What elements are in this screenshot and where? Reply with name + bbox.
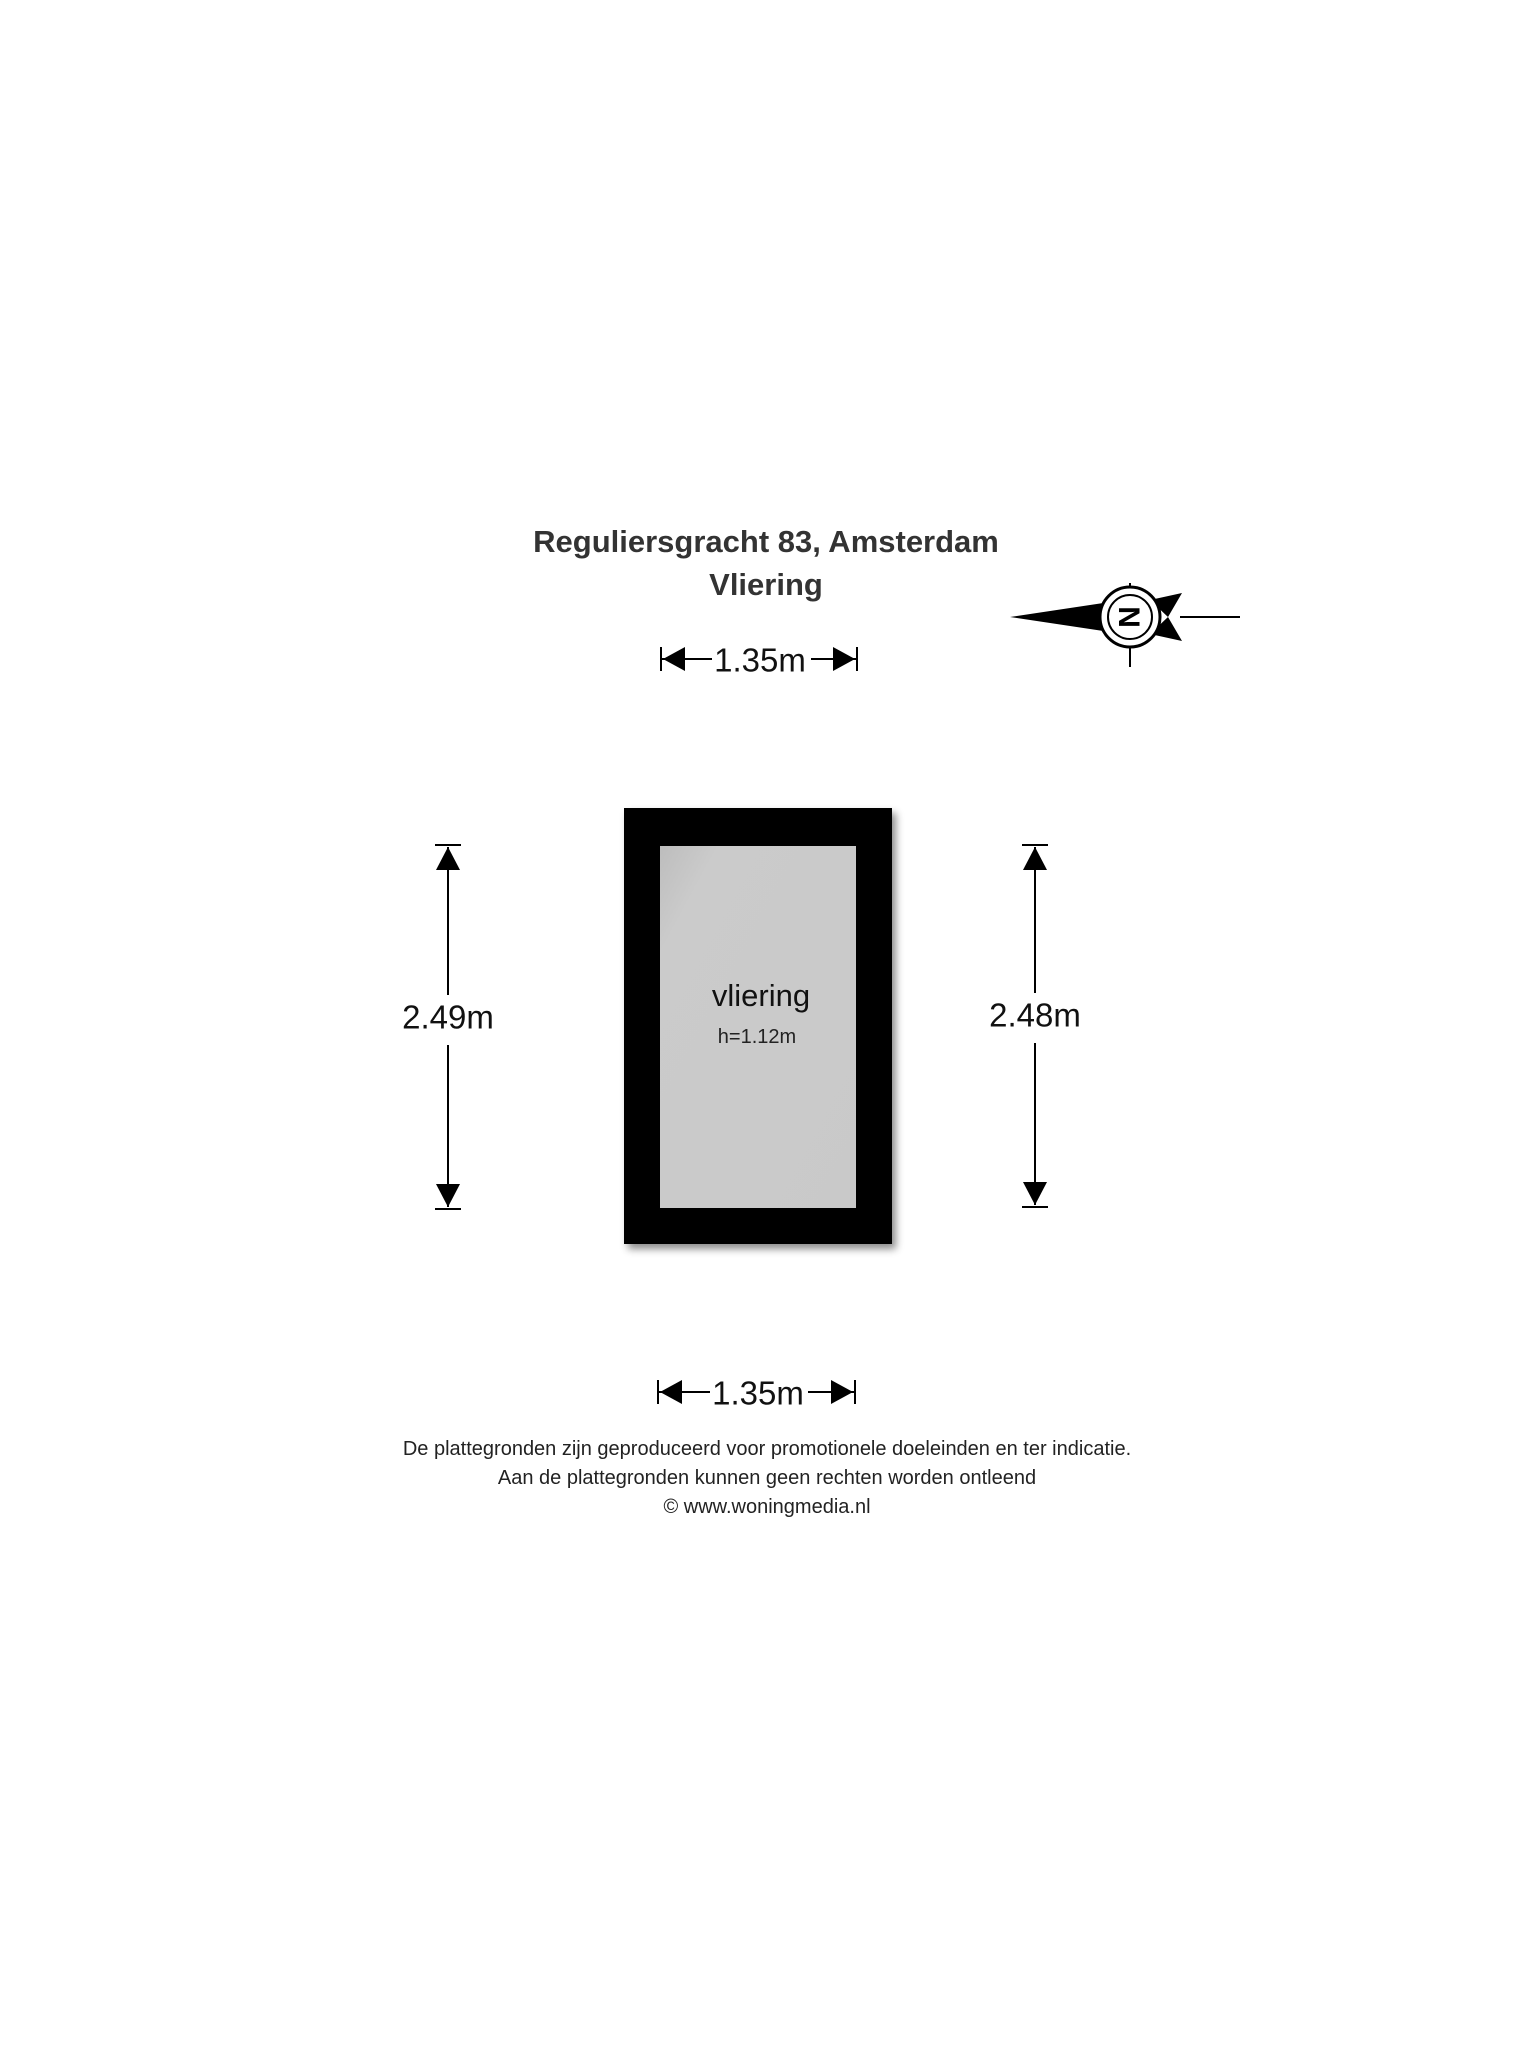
left-height-dimension bbox=[402, 845, 494, 1209]
room-vliering bbox=[624, 808, 892, 1244]
room-name-label: vliering bbox=[711, 978, 811, 1013]
top-width-label: 1.35m bbox=[714, 641, 806, 679]
right-height-label: 2.48m bbox=[989, 996, 1081, 1034]
disclaimer-line-1: De plattegronden zijn geproduceerd voor promotionele doeleinden en ter indicatie. bbox=[402, 1438, 1132, 1460]
room-height-label: h=1.12m bbox=[717, 1026, 797, 1048]
copyright-line: © www.woningmedia.nl bbox=[663, 1496, 871, 1518]
compass-icon bbox=[1010, 583, 1240, 667]
disclaimer-line-2: Aan de plattegronden kunnen geen rechten worden ontleend bbox=[497, 1467, 1037, 1489]
right-height-dimension bbox=[989, 845, 1081, 1207]
address-title: Reguliersgracht 83, Amsterdam bbox=[533, 524, 999, 559]
compass-north-label: N bbox=[1113, 606, 1147, 628]
left-height-label: 2.49m bbox=[402, 998, 494, 1036]
bottom-width-label: 1.35m bbox=[712, 1374, 804, 1412]
top-width-dimension bbox=[661, 642, 857, 679]
floor-title: Vliering bbox=[709, 567, 823, 602]
bottom-width-dimension bbox=[658, 1375, 855, 1412]
